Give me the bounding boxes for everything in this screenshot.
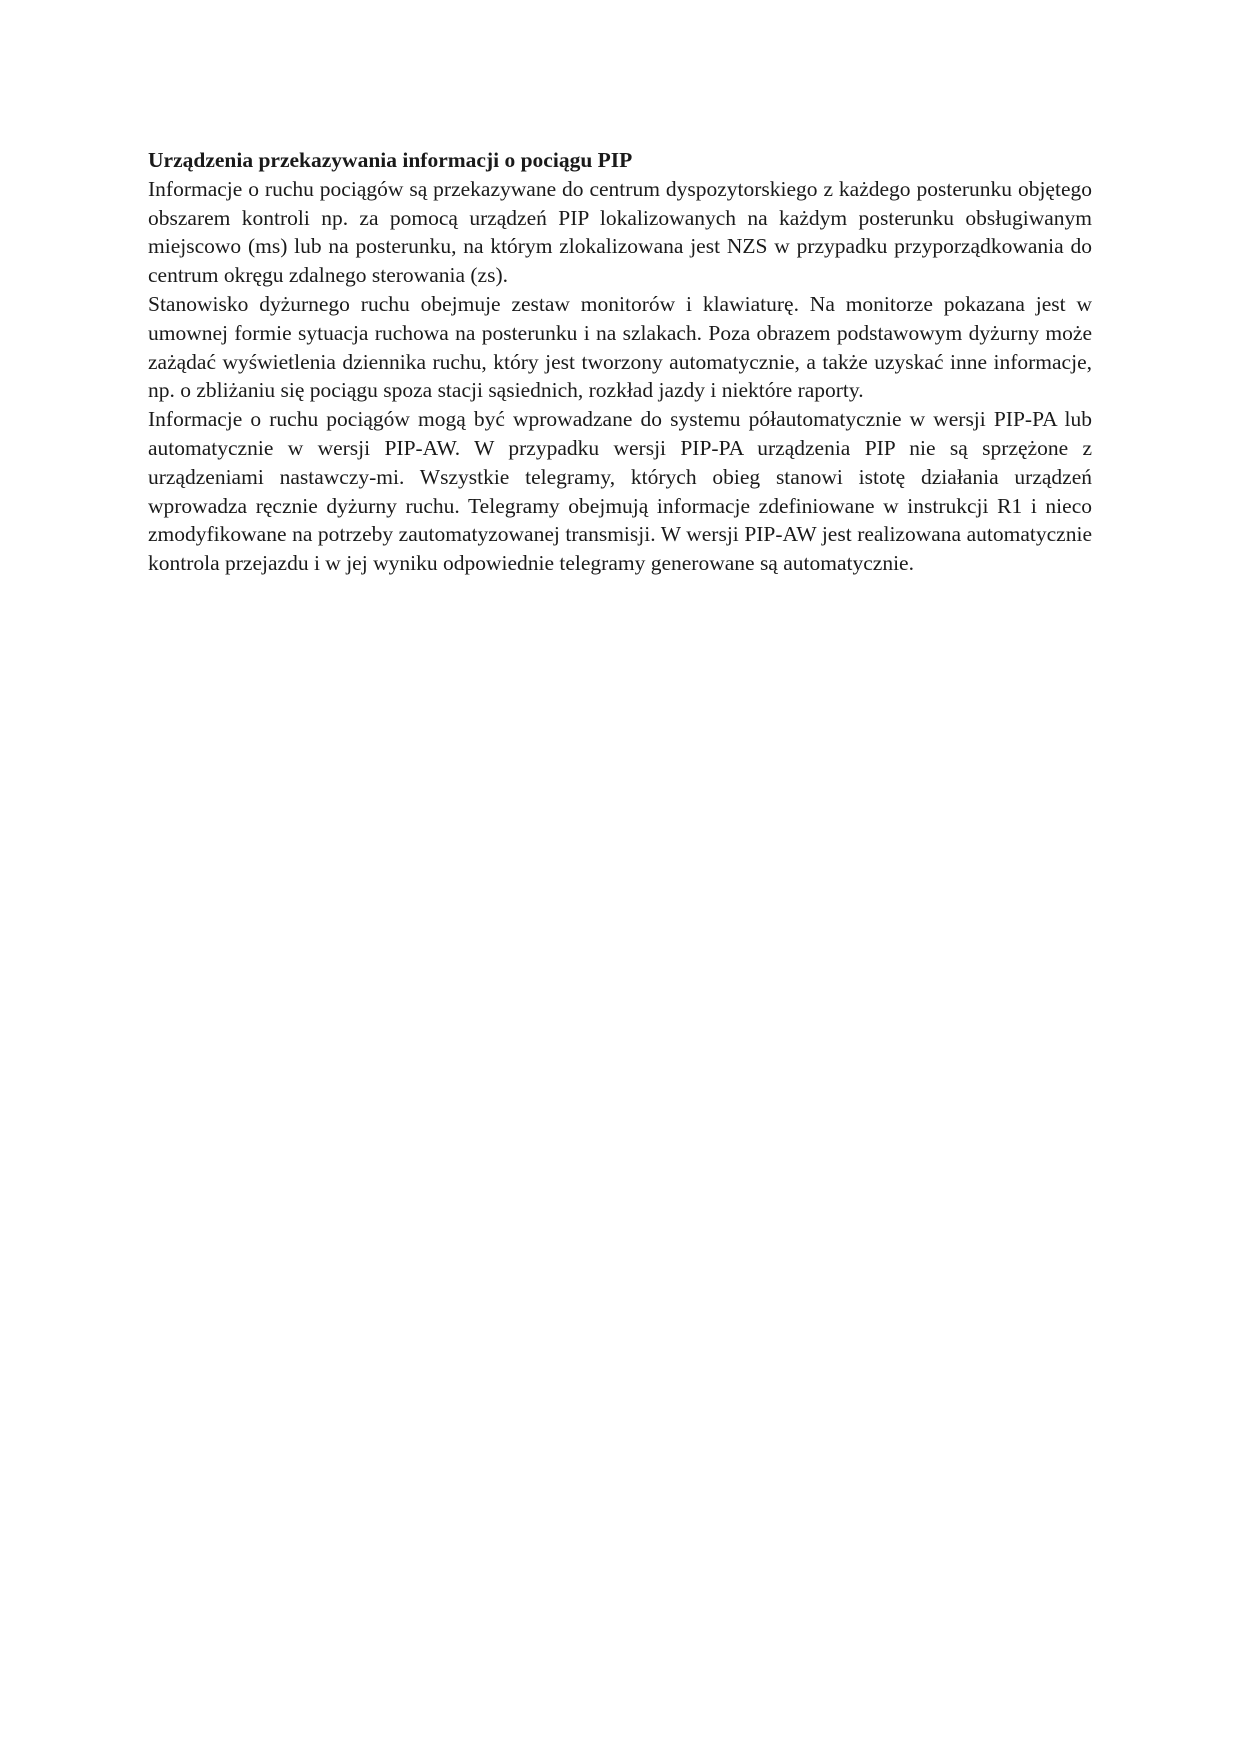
document-body — [148, 146, 1092, 578]
document-title: Urządzenia przekazywania informacji o pociągu PIP — [148, 148, 633, 172]
paragraph-pip-overview: Informacje o ruchu pociągów są przekazywane do centrum dyspozytorskiego z każdego posterunku objętego obszarem kontroli np. za pomocą urządzeń PIP lokalizowanych na każdym posterunku obsługiwanym miejscowo (ms) lub na posterunku, na którym zlokalizowana jest NZS w przypadku przyporządkowania do centrum okręgu zdalnego sterowania (zs). — [148, 176, 1092, 288]
paragraph-pip-versions: Informacje o ruchu pociągów mogą być wprowadzane do systemu półautomatycznie w wersji PIP-PA lub automatycznie w wersji PIP-AW. W przypadku wersji PIP-PA urządzenia PIP nie są sprzężone z urządzeniami nastawczy-mi. Wszystkie telegramy, których obieg stanowi istotę działania urządzeń wprowadza ręcznie dyżurny ruchu. Telegramy obejmują informacje zdefiniowane w instrukcji R1 i nieco zmodyfikowane na potrzeby zautomatyzowanej transmisji. W wersji PIP-AW jest realizowana automatycznie kontrola przejazdu i w jej wyniku odpowiednie telegramy generowane są automatycznie. — [148, 407, 1092, 576]
paragraph-dispatcher-station: Stanowisko dyżurnego ruchu obejmuje zestaw monitorów i klawiaturę. Na monitorze pokazana jest w umownej formie sytuacja ruchowa na posterunku i na szlakach. Poza obrazem podstawowym dyżurny może zażądać wyświetlenia dziennika ruchu, który jest tworzony automatycznie, a także uzyskać inne informacje, np. o zbliżaniu się pociągu spoza stacji sąsiednich, rozkład jazdy i niektóre raporty. — [148, 291, 1092, 403]
